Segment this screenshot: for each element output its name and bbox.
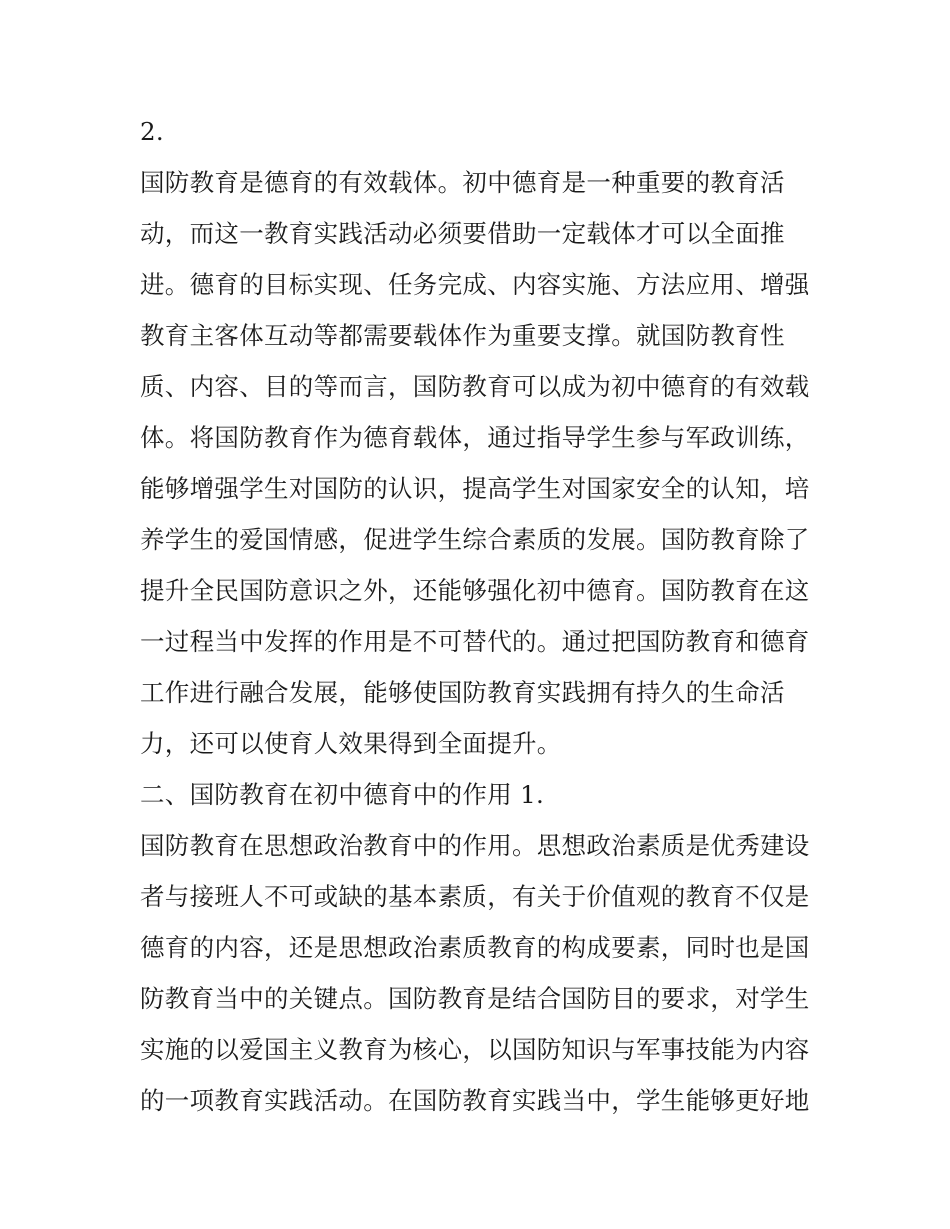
- paragraph-line: 能够增强学生对国防的认识，提高学生对国家安全的认知，培: [140, 474, 810, 503]
- paragraph-line: 的一项教育实践活动。在国防教育实践当中，学生能够更好地: [140, 1086, 810, 1115]
- paragraph-line: 实施的以爱国主义教育为核心，以国防知识与军事技能为内容: [140, 1035, 810, 1064]
- paragraph-line: 德育的内容，还是思想政治素质教育的构成要素，同时也是国: [140, 933, 810, 962]
- paragraph-line: 进。德育的目标实现、任务完成、内容实施、方法应用、增强: [140, 270, 810, 299]
- paragraph-line: 提升全民国防意识之外，还能够强化初中德育。国防教育在这: [140, 576, 810, 605]
- paragraph-line: 质、内容、目的等而言，国防教育可以成为初中德育的有效载: [140, 372, 810, 401]
- section-number: 2.: [140, 117, 164, 146]
- document-body: [140, 106, 820, 1126]
- paragraph-line: 养学生的爱国情感，促进学生综合素质的发展。国防教育除了: [140, 525, 810, 554]
- paragraph-line: 防教育当中的关键点。国防教育是结合国防目的要求，对学生: [140, 984, 810, 1013]
- paragraph-line: 国防教育是德育的有效载体。初中德育是一种重要的教育活: [140, 168, 785, 197]
- paragraph-line: 国防教育在思想政治教育中的作用。思想政治素质是优秀建设: [140, 831, 810, 860]
- paragraph-line: 动，而这一教育实践活动必须要借助一定载体才可以全面推: [140, 219, 785, 248]
- paragraph-line: 工作进行融合发展，能够使国防教育实践拥有持久的生命活: [140, 678, 785, 707]
- section-heading: 二、国防教育在初中德育中的作用 1.: [140, 780, 545, 809]
- paragraph-line: 者与接班人不可或缺的基本素质，有关于价值观的教育不仅是: [140, 882, 810, 911]
- paragraph-line: 教育主客体互动等都需要载体作为重要支撑。就国防教育性: [140, 321, 785, 350]
- paragraph-line: 体。将国防教育作为德育载体，通过指导学生参与军政训练，: [140, 423, 810, 452]
- paragraph-line: 一过程当中发挥的作用是不可替代的。通过把国防教育和德育: [140, 627, 810, 656]
- paragraph-line: 力，还可以使育人效果得到全面提升。: [140, 729, 562, 758]
